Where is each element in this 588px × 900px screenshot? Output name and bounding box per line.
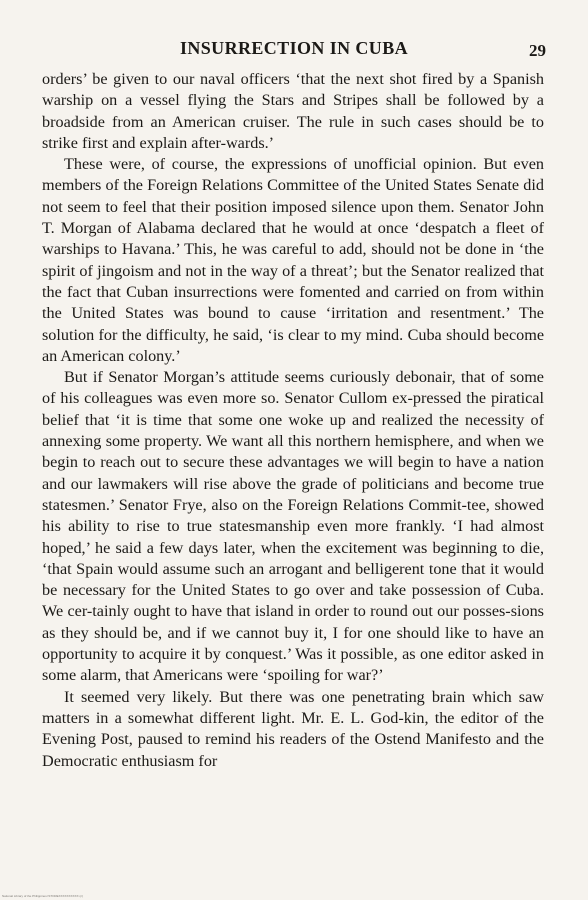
paragraph-2: These were, of course, the expressions of unofficial opinion. But even members of the Foreign Relations Committee of the United States Senate did not seem to feel that their position imposed silence upon them. Senator John T. Morgan of Alabama declared that he would at once ‘despatch a fleet of warships to Havana.’ This, he was careful to add, should not be done in ‘the spirit of jingoism and not in the way of a threat’; but the Senator realized that the fact that Cuban insurrections were fomented and carried on from within the United States was bound to cause ‘irritation and resentment.’ The solution for the difficulty, he said, ‘is clear to my mind. Cuba should become an American colony.’ — [42, 155, 544, 365]
page-number: 29 — [529, 41, 546, 60]
paragraph-4: It seemed very likely. But there was one penetrating brain which saw matters in a somewhat different light. Mr. E. L. God-kin, the editor of the Evening Post, paused to remind his readers of the Ostend Manifesto and the Democratic enthusiasm for — [42, 687, 544, 770]
paragraph-1: orders’ be given to our naval officers ‘that the next shot fired by a Spanish warship on a vessel flying the Stars and Stripes shall be followed by a broadside from an American cruiser. The rule in such cases should be to strike first and explain after-wards.’ — [42, 70, 544, 152]
scan-credit: National Library of the Philippines ISTOREXXXXXXXXXX (c) — [2, 894, 83, 898]
paragraph-3: But if Senator Morgan’s attitude seems curiously debonair, that of some of his colleagues was even more so. Senator Cullom ex-pressed the piratical belief that ‘it is time that some one woke up and realized the necessity of annexing some property. We want all this northern hemisphere, and when we begin to reach out to secure these advantages we will begin to have a nation and our lawmakers will rise above the grade of politicians and become true statesmen.’ Senator Frye, also on the Foreign Relations Commit-tee, showed his ability to rise to true statesmanship even more frankly. ‘I had almost hoped,’ he said a few days later, when the excitement was beginning to die, ‘that Spain would assume such an arrogant and belligerent tone that it would be necessary for the United States to go over and take possession of Cuba. We cer-tainly ought to have that island in order to round out our posses-sions as they should be, and if we cannot buy it, I for one should like to have an opportunity to acquire it by conquest.’ Was it possible, as one editor asked in some alarm, that Americans were ‘spoiling for war?’ — [42, 368, 544, 685]
body-text — [42, 69, 544, 772]
running-head — [0, 38, 588, 62]
running-title: INSURRECTION IN CUBA — [179, 38, 409, 58]
